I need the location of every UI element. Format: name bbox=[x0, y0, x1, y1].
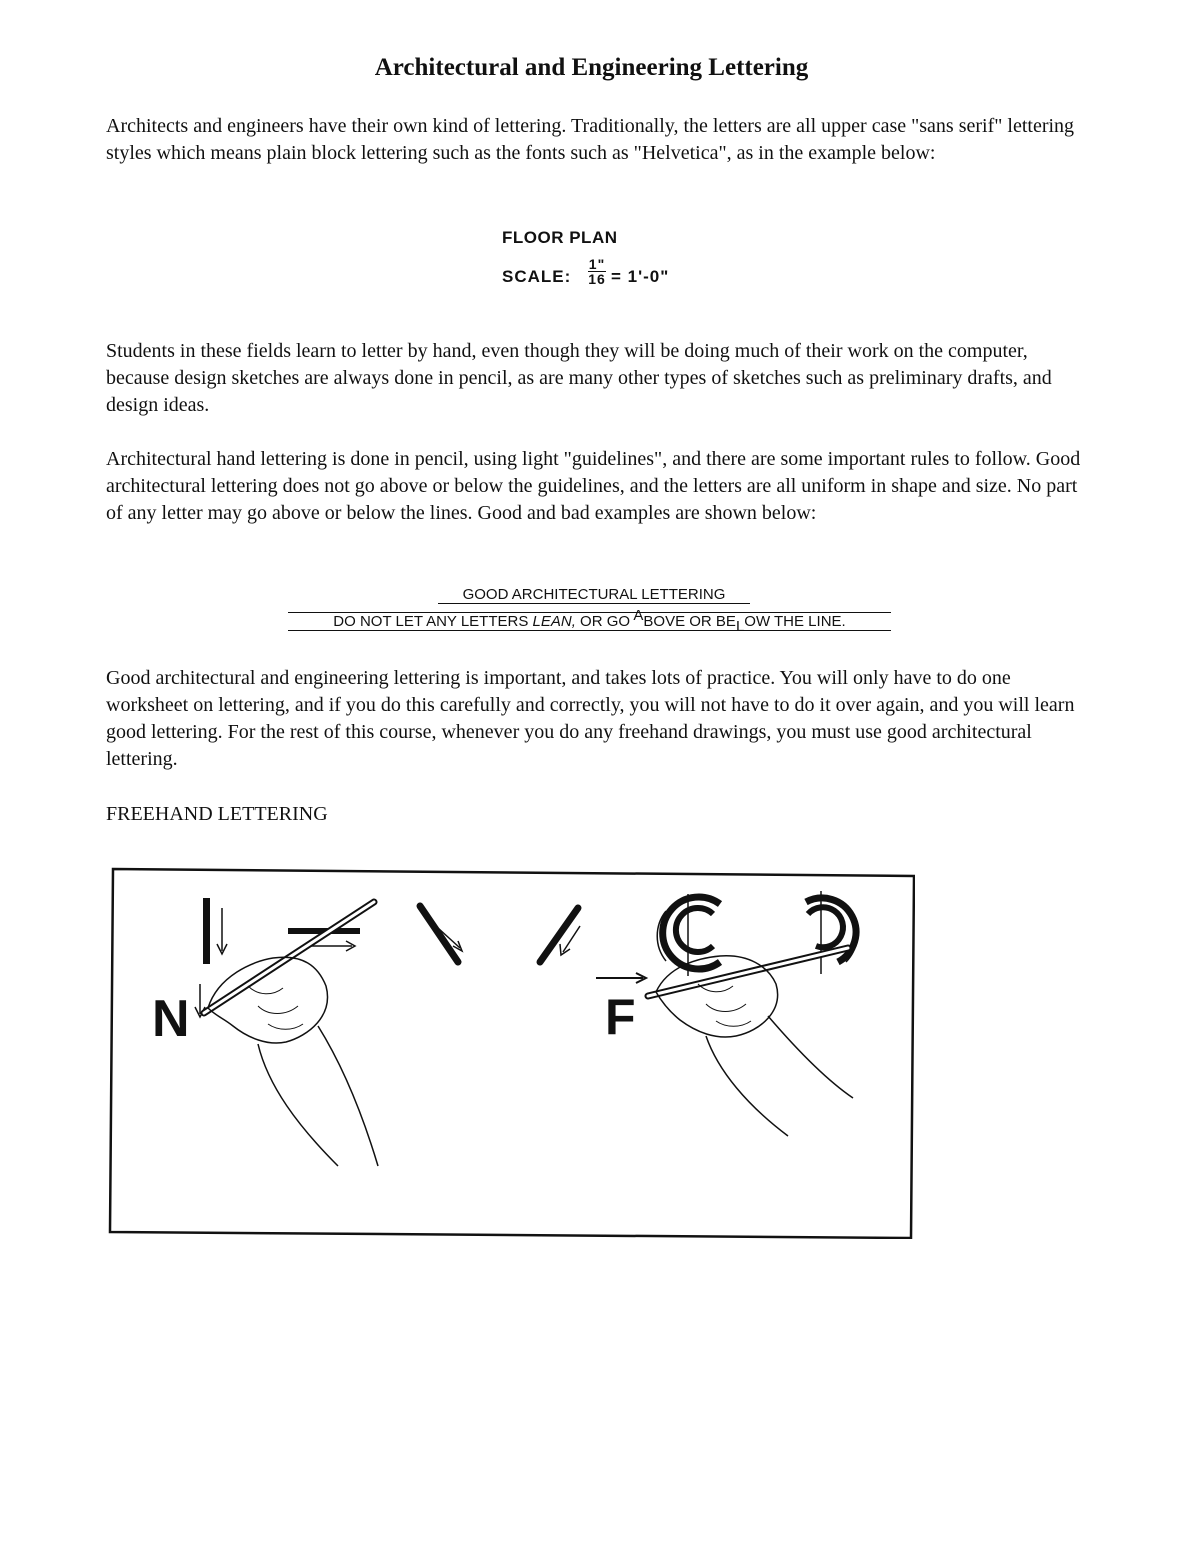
scale-denominator: 16 bbox=[588, 271, 606, 287]
students-paragraph: Students in these fields learn to letter by hand, even though they will be doing much of their work on the computer, because design sketches are always done in pencil, as are many other types of sketches such as preliminary drafts, and design ideas. bbox=[106, 340, 1052, 416]
bad-example-above-letter: A bbox=[633, 607, 644, 624]
backslash-stroke-icon bbox=[420, 906, 462, 962]
good-lettering-example: GOOD ARCHITECTURAL LETTERING bbox=[438, 586, 750, 604]
bad-example-above-rest: BOVE bbox=[643, 613, 686, 630]
right-arc-stroke-icon bbox=[806, 891, 857, 974]
bad-lettering-example bbox=[288, 607, 891, 635]
letter-n: N bbox=[152, 990, 190, 1048]
scale-label: SCALE: bbox=[502, 267, 572, 286]
scale-fraction bbox=[588, 257, 606, 286]
freehand-lettering-heading: FREEHAND LETTERING bbox=[106, 803, 328, 825]
bad-example-below-rest: OW THE LINE. bbox=[744, 613, 846, 630]
document-title: Architectural and Engineering Lettering bbox=[374, 54, 809, 81]
figure-frame bbox=[110, 869, 914, 1238]
hand-writing-f-icon bbox=[596, 948, 853, 1136]
bad-example-below-letter: L bbox=[735, 618, 745, 635]
hand-writing-n-icon bbox=[152, 902, 378, 1166]
freehand-strokes-figure bbox=[108, 866, 915, 1239]
bad-example-text-1: DO NOT LET ANY LETTERS bbox=[333, 613, 533, 630]
rules-paragraph: Architectural hand lettering is done in pencil, using light "guidelines", and there are some important rules to follow. Good architectural lettering does not go above or below the guidelines, and the letters are all uniform in shape and size. No part of any letter may go above or below the lines. Good and bad examples are shown below: bbox=[106, 448, 1081, 524]
bad-example-text-2: OR GO bbox=[575, 613, 634, 630]
practice-paragraph: Good architectural and engineering lettering is important, and takes lots of practice. You will only have to do one worksheet on lettering, and if you do this carefully and correctly, you will not have to do it over again, and you will learn good lettering. For the rest of this course, whenever you do any freehand drawings, you must use good architectural lettering. bbox=[106, 667, 1075, 770]
bad-example-text-3: OR BE bbox=[685, 613, 736, 630]
slash-stroke-icon bbox=[540, 908, 580, 962]
bad-example-lean: LEAN, bbox=[532, 613, 576, 630]
scale-value: = 1'-0" bbox=[611, 267, 670, 286]
intro-paragraph: Architects and engineers have their own kind of lettering. Traditionally, the letters are all upper case "sans serif" lettering styles which means plain block lettering such as the fonts such as "Helvetica", as in the example below: bbox=[106, 115, 1075, 164]
vertical-stroke-icon bbox=[203, 898, 227, 964]
floor-plan-label: FLOOR PLAN bbox=[502, 228, 618, 247]
letter-f: F bbox=[605, 989, 636, 1045]
scale-numerator: 1" bbox=[588, 256, 606, 272]
